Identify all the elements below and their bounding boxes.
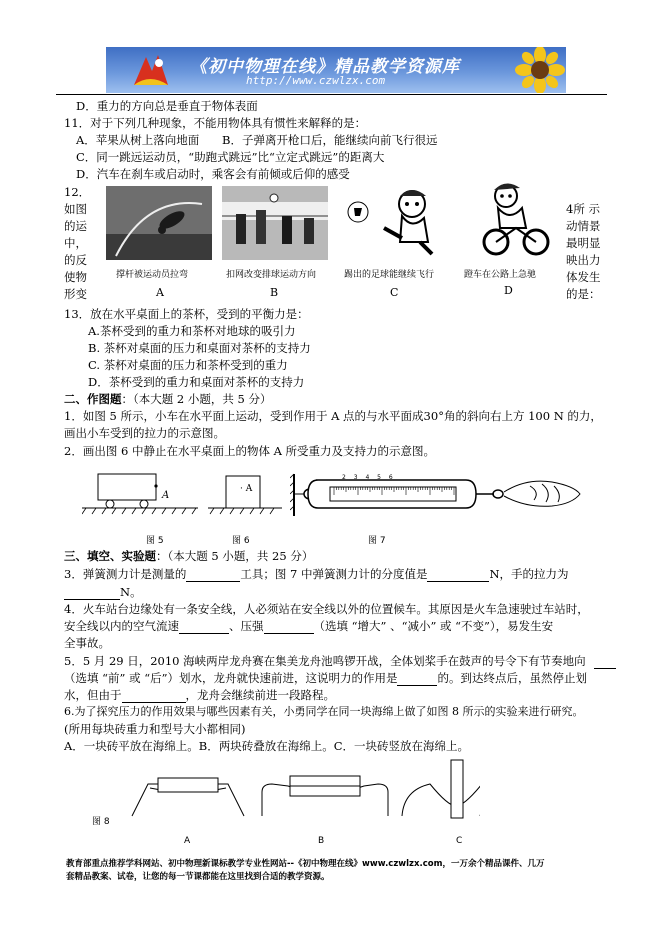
fig7-spring-scale bbox=[290, 472, 586, 518]
section-3-heading: 三、填空、实验题：（本大题 5 小题，共 25 分） bbox=[64, 549, 314, 563]
section-2-heading: 二、作图题：（本大题 2 小题，共 5 分） bbox=[64, 392, 272, 406]
fig5-cart-diagram bbox=[82, 464, 200, 520]
q3-blank-1[interactable] bbox=[186, 568, 240, 582]
sec3-q6-line3: A．一块砖平放在海绵上。B．两块砖叠放在海绵上。C．一块砖竖放在海绵上。 bbox=[64, 739, 470, 753]
q5-blank-2[interactable] bbox=[397, 672, 437, 686]
fig8-letter-a: A bbox=[184, 836, 191, 846]
fig8-caption: 图 8 bbox=[92, 817, 110, 827]
sec3-q5-line2: （选填 “前” 或 “后”）划水，龙舟就快速前进，这说明力的作用是 的。到达终点后，虽然停止划 bbox=[64, 671, 587, 685]
sec3-q4-line2: 安全线以内的空气流速 、压强 （选填 “增大” 、“减小” 或 “不变”），易发生安 bbox=[64, 619, 554, 633]
q12-left-5: 使物 bbox=[64, 270, 87, 284]
q12-caption-b: 扣网改变排球运动方向 bbox=[226, 270, 317, 280]
q12-left-1: 如图 bbox=[64, 202, 87, 216]
q12-left-4: 的反 bbox=[64, 253, 87, 267]
sec3-q5-line3: 水，但由于 ，龙舟会继续前进一段路程。 bbox=[64, 688, 335, 702]
banner-title: 《初中物理在线》精品教学资源库 bbox=[190, 57, 460, 77]
sec3-q4-line3: 全事故。 bbox=[64, 636, 110, 650]
q3-blank-3[interactable] bbox=[64, 586, 120, 600]
q12-right-2: 最明显 bbox=[566, 236, 601, 250]
logo-icon bbox=[128, 51, 174, 91]
sec2-q2: 2．画出图 6 中静止在水平桌面上的物体 A 所受重力及支持力的示意图。 bbox=[64, 444, 436, 458]
q12-letter-c: C bbox=[390, 286, 399, 299]
fig8-letter-b: B bbox=[318, 836, 325, 846]
q13-option-a: A.茶杯受到的重力和茶杯对地球的吸引力 bbox=[88, 324, 296, 338]
q3-blank-2[interactable] bbox=[427, 568, 489, 582]
q11-option-d: D．汽车在刹车或启动时，乘客会有前倾或后仰的感受 bbox=[76, 167, 350, 181]
q11-option-b: B．子弹离开枪口后，能继续向前飞行很远 bbox=[222, 133, 438, 147]
q12-right-3: 映出力 bbox=[566, 253, 601, 267]
q12-letter-a: A bbox=[156, 286, 164, 299]
sec3-q3-line1: 3．弹簧测力计是测量的 工具；图 7 中弹簧测力计的分度值是 N，手的拉力为 bbox=[64, 567, 569, 581]
sec2-q1-line2: 画出小车受到的拉力的示意图。 bbox=[64, 426, 225, 440]
header-rule bbox=[56, 94, 607, 95]
q12-right-1: 动情景 bbox=[566, 219, 601, 233]
q4-blank-2[interactable] bbox=[264, 620, 314, 634]
q4-blank-1[interactable] bbox=[179, 620, 229, 634]
fig5-label-a: A bbox=[162, 490, 170, 501]
sec3-q3-line2: N。 bbox=[64, 584, 142, 600]
q11-option-a: A．苹果从树上落向地面 bbox=[76, 133, 200, 147]
q12-left-6: 形变 bbox=[64, 287, 87, 301]
q13-option-b: B. 茶杯对桌面的压力和桌面对茶杯的支持力 bbox=[88, 341, 311, 355]
q12-left-2: 的运 bbox=[64, 219, 87, 233]
q12-letter-b: B bbox=[270, 286, 279, 299]
footer-line-1: 教育部重点推荐学科网站、初中物理新课标教学专业性网站--《初中物理在线》www.czwlzx.com，一万余个精品课件、几万 bbox=[66, 859, 545, 869]
q12-right-0: 4所 示 bbox=[566, 202, 600, 216]
cycling-cartoon bbox=[470, 182, 562, 260]
q12-caption-a: 撑杆被运动员拉弯 bbox=[116, 270, 189, 280]
volleyball-photo bbox=[222, 186, 328, 260]
sec3-q5-line1: 5．5 月 29 日，2010 海峡两岸龙舟赛在集美龙舟池鸣锣开战，全体划桨手在鼓声的号令下有节奏地向 bbox=[64, 653, 616, 669]
q12-caption-d: 蹬车在公路上急驰 bbox=[464, 270, 537, 280]
sec3-q4-line1: 4．火车站台边缘处有一条安全线，人必须站在安全线以外的位置候车。其原因是火车急速驶过车站时， bbox=[64, 602, 589, 616]
q13-stem: 13．放在水平桌面上的茶杯，受到的平衡力是： bbox=[64, 307, 309, 321]
sec2-q1-line1: 1．如图 5 所示，小车在水平面上运动，受到作用于 A 点的与水平面成30°角的斜向右上方 100 N 的力， bbox=[64, 409, 602, 423]
q12-right-4: 体发生 bbox=[566, 270, 601, 284]
q12-right-5: 的是： bbox=[566, 287, 601, 301]
banner-url: http://www.czwlzx.com bbox=[246, 74, 386, 87]
q12-letter-d: D bbox=[504, 284, 513, 297]
q12-left-3: 中， bbox=[64, 236, 87, 250]
q12-left-0: 12． bbox=[64, 185, 91, 199]
fig7-scale-numbers: 2 3 4 5 6 bbox=[342, 474, 396, 481]
sec3-q6-line2: (所用每块砖重力和型号大小都相同) bbox=[64, 722, 246, 736]
header-banner bbox=[106, 47, 566, 93]
fig6-label-a: · A bbox=[240, 484, 253, 494]
q11-option-c: C．同一跳远运动员，“助跑式跳远”比“立定式跳远”的距离大 bbox=[76, 150, 385, 164]
fig6-caption: 图 6 bbox=[232, 536, 250, 546]
q13-option-d: D．茶杯受到的重力和桌面对茶杯的支持力 bbox=[88, 375, 305, 389]
q13-option-c: C. 茶杯对桌面的压力和茶杯受到的重力 bbox=[88, 358, 288, 372]
footer-line-2: 套精品教案、试卷，让您的每一节课都能在这里找到合适的教学资源。 bbox=[66, 872, 330, 882]
pole-vault-photo bbox=[106, 186, 212, 260]
fig7-caption: 图 7 bbox=[368, 536, 386, 546]
fig8-sponge-diagrams bbox=[120, 770, 480, 824]
sec3-q6-line1: 6.为了探究压力的作用效果与哪些因素有关，小勇同学在同一块海绵上做了如图 8 所示的实验来进行研究。 bbox=[64, 705, 584, 718]
fig5-caption: 图 5 bbox=[146, 536, 164, 546]
q12-caption-c: 踢出的足球能继续飞行 bbox=[344, 270, 435, 280]
q5-blank-3[interactable] bbox=[122, 689, 186, 703]
q10-option-d: D．重力的方向总是垂直于物体表面 bbox=[76, 99, 258, 113]
q11-stem: 11．对于下列几种现象，不能用物体具有惯性来解释的是： bbox=[64, 116, 367, 130]
football-kick-cartoon bbox=[340, 186, 448, 260]
fig8-vertical-brick bbox=[448, 758, 468, 820]
q5-blank-1[interactable] bbox=[594, 655, 616, 669]
fig8-letter-c: C bbox=[456, 836, 463, 846]
sunflower-icon bbox=[514, 47, 566, 93]
